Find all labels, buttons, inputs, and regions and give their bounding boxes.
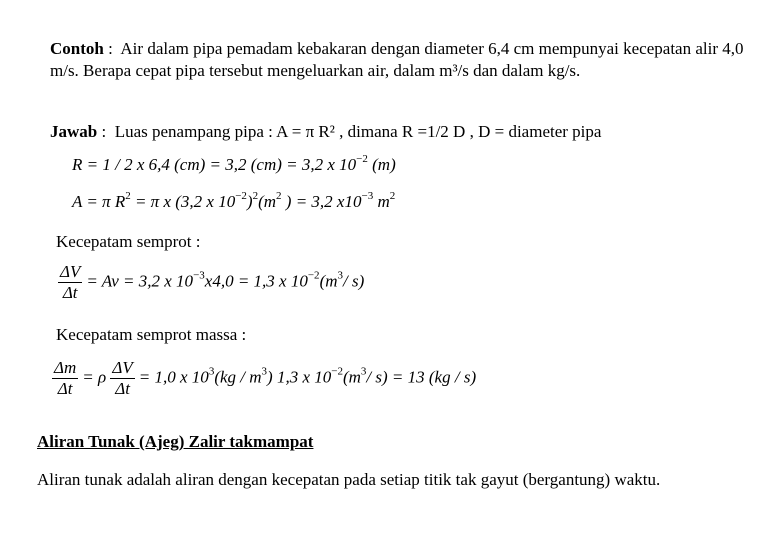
radius-exponent: −2 [356,153,368,165]
area-exp-6: 2 [389,190,396,202]
mass-unit-1: (kg / m [214,367,262,387]
velocity-denominator: Δt [62,283,78,302]
mass-numerator-1: Δm [54,358,77,377]
mass-denominator-2: Δt [115,379,130,398]
area-exp-4: 2 [276,190,282,202]
answer-separator: : [97,122,107,141]
area-exp-3: 2 [252,190,259,202]
answer-text: Luas penampang pipa : A = π R² , dimana R =1/2 D , D = diameter pipa [114,122,602,141]
mass-mid: ) 1,3 x 10 [267,367,332,387]
velocity-unit-end: / s) [343,271,365,291]
velocity-exp-3: 3 [337,269,344,282]
problem-separator: : [103,39,113,58]
mass-denominator-1: Δt [57,379,73,398]
area-mid-2: ) [246,192,253,211]
radius-unit: (m) [372,155,396,174]
area-exp-1: 2 [125,190,131,202]
mass-numerator-2: ΔV [112,358,133,377]
radius-equation [72,155,396,175]
velocity-rhs: = Av = 3,2 x 10 [86,271,194,291]
mass-label: Kecepatam semprot massa : [56,325,247,344]
velocity-exp-2: −2 [307,269,320,282]
problem-label: Contoh [50,39,104,58]
area-mid: = π x (3,2 x 10 [134,192,236,211]
section-heading: Aliran Tunak (Ajeg) Zalir takmampat [37,432,314,451]
area-lhs: A = π R [72,192,126,211]
velocity-exp-1: −3 [193,269,205,282]
area-unit: m [377,192,390,211]
mass-exp-4: 3 [360,365,367,378]
radius-expression: R = 1 / 2 x 6,4 (cm) = 3,2 (cm) = 3,2 x 10 [72,155,357,174]
area-exp-2: −2 [235,190,247,202]
mass-exp-2: 3 [261,365,268,378]
mass-eq-rho: = ρ [82,367,107,387]
answer-paragraph [50,121,770,143]
mass-end: / s) = 13 (kg / s) [366,367,477,387]
section-text: Aliran tunak adalah aliran dengan kecepatan pada setiap titik tak gayut (bergantung) waktu. [37,470,661,489]
velocity-equation [58,262,364,303]
mass-fraction-2 [110,358,134,399]
area-equation [72,192,395,212]
velocity-numerator: ΔV [60,262,81,281]
velocity-mid: x4,0 = 1,3 x 10 [204,271,308,291]
mass-exp-1: 3 [208,365,215,378]
mass-equation [52,358,476,399]
velocity-fraction [58,262,82,303]
velocity-label: Kecepatam semprot : [56,232,201,251]
mass-rhs: = 1,0 x 10 [138,367,209,387]
problem-text: Air dalam pipa pemadam kebakaran dengan diameter 6,4 cm mempunyai kecepatan alir 4,0 m/s. Berapa cepat pipa tersebut mengeluarkan air, dalam m³/s dan dalam kg/s. [50,39,744,80]
mass-exp-3: −2 [331,365,343,378]
area-rhs: ) = 3,2 x10 [285,192,362,211]
mass-fraction-1 [52,358,78,399]
area-exp-5: −3 [361,190,374,202]
velocity-unit: (m [319,271,338,291]
problem-paragraph [50,38,750,82]
area-mid-3: (m [258,192,277,211]
mass-unit-2: (m [342,367,361,387]
answer-label: Jawab [50,122,98,141]
